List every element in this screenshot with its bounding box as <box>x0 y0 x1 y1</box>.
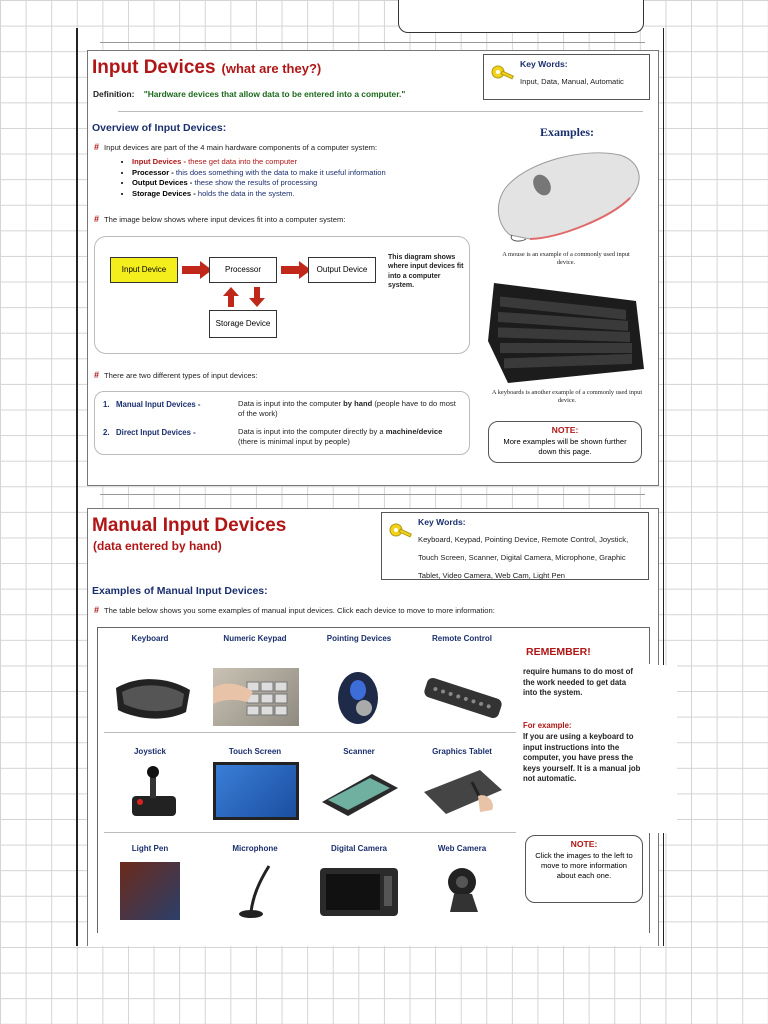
mouse-caption: A mouse is an example of a commonly used input device. <box>502 251 630 267</box>
numeric-keypad-thumb[interactable] <box>213 668 299 726</box>
examples-heading: Examples of Manual Input Devices: <box>92 585 268 597</box>
arrow-down-icon <box>249 287 265 307</box>
section-subtitle: (data entered by hand) <box>93 539 222 553</box>
note-text: Click the images to the left to move to more information about each one. <box>535 850 633 881</box>
divider <box>100 494 645 495</box>
device-label-digital-camera[interactable]: Digital Camera <box>330 844 388 853</box>
examples-heading: Examples: <box>540 125 594 139</box>
example-title: For example: <box>523 721 572 730</box>
divider <box>100 42 645 43</box>
note-box <box>488 421 642 463</box>
scanner-thumb[interactable] <box>316 762 402 820</box>
device-label-scanner[interactable]: Scanner <box>343 747 375 756</box>
device-label-joystick[interactable]: Joystick <box>133 747 167 756</box>
device-label-microphone[interactable]: Microphone <box>232 844 278 853</box>
list-item: • Processor - this does something with the data to make it useful information <box>132 168 386 179</box>
overview-heading: Overview of Input Devices: <box>92 122 227 134</box>
type-direct-desc: Data is input into the computer directly by a machine/device (there is minimal input by people) <box>238 427 443 447</box>
types-box <box>94 391 470 455</box>
table-intro: # The table below shows you some examples of manual input devices. Click each device to move to more information: <box>94 605 495 615</box>
keywords-title: Key Words: <box>418 517 466 527</box>
keywords-title: Key Words: <box>520 59 568 69</box>
device-label-keyboard[interactable]: Keyboard <box>131 634 169 643</box>
diagram-input-device: Input Device <box>110 257 178 283</box>
list-item: • Output Devices - these show the results of processing <box>132 178 386 189</box>
mouse-image <box>490 143 646 243</box>
keyboard-thumb[interactable] <box>110 668 196 726</box>
system-diagram <box>94 236 470 354</box>
top-tab <box>398 0 644 33</box>
keywords-text: Input, Data, Manual, Automatic <box>520 77 624 86</box>
left-border-line <box>76 28 78 946</box>
manual-devices-panel <box>87 508 659 946</box>
keywords-box <box>381 512 649 580</box>
light-pen-thumb[interactable] <box>120 862 180 920</box>
key-icon <box>490 63 516 87</box>
section-title: Manual Input Devices <box>92 515 287 536</box>
remote-control-thumb[interactable] <box>420 668 506 726</box>
arrow-up-icon <box>223 287 239 307</box>
microphone-thumb[interactable] <box>213 862 299 920</box>
definition: Definition: "Hardware devices that allow data to be entered into a computer." <box>93 89 406 99</box>
graphics-tablet-thumb[interactable] <box>420 762 506 820</box>
type-direct-name: 2. Direct Input Devices - <box>103 428 196 437</box>
overview-intro: # Input devices are part of the 4 main hardware components of a computer system: <box>94 142 378 152</box>
device-label-pointing-devices[interactable]: Pointing Devices <box>326 634 392 643</box>
keywords-text: Keyboard, Keypad, Pointing Device, Remote Control, Joystick, Touch Screen, Scanner, Digital Camera, Microphone, Graphic Tablet, Video Camera, Web Cam, Light Pen <box>418 535 629 580</box>
device-label-web-camera[interactable]: Web Camera <box>437 844 487 853</box>
touch-screen-thumb[interactable] <box>213 762 299 820</box>
remember-title: REMEMBER! <box>526 646 591 658</box>
note-text: More examples will be shown further down this page. <box>503 436 627 456</box>
type-manual-desc: Data is input into the computer by hand (people have to do most of the work) <box>238 399 456 419</box>
arrow-right-icon <box>182 261 212 279</box>
note-title: NOTE: <box>551 425 579 435</box>
list-item: • Storage Devices - holds the data in the system. <box>132 189 386 200</box>
keywords-box <box>483 54 650 100</box>
key-icon <box>388 521 414 545</box>
input-devices-panel <box>87 50 659 486</box>
components-list <box>118 157 386 200</box>
keyboard-caption: A keyboards is another example of a commonly used input device. <box>491 389 643 405</box>
arrow-right-icon <box>281 261 311 279</box>
diagram-storage-device: Storage Device <box>209 310 277 338</box>
device-label-light-pen[interactable]: Light Pen <box>131 844 169 853</box>
device-label-graphics-tablet[interactable]: Graphics Tablet <box>432 747 492 756</box>
type-manual-name: 1. Manual Input Devices - <box>103 400 201 409</box>
device-label-touch-screen[interactable]: Touch Screen <box>228 747 282 756</box>
web-camera-thumb[interactable] <box>420 862 506 920</box>
keyboard-image <box>486 281 646 385</box>
note-box <box>525 835 643 903</box>
note-title: NOTE: <box>570 839 598 849</box>
types-intro: # There are two different types of input devices: <box>94 370 258 380</box>
example-text: If you are using a keyboard to input instructions into the computer, you have press the keys yourself. It is a manual job not automatic. <box>523 732 641 784</box>
image-intro: # The image below shows where input devices fit into a computer system: <box>94 214 346 224</box>
section-title: Input Devices (what are they?) <box>92 57 322 78</box>
device-label-numeric-keypad[interactable]: Numeric Keypad <box>223 634 287 643</box>
digital-camera-thumb[interactable] <box>316 862 402 920</box>
diagram-output-device: Output Device <box>308 257 376 283</box>
device-label-remote-control[interactable]: Remote Control <box>432 634 492 643</box>
remember-text: require humans to do most of the work needed to get data into the system. <box>523 667 634 698</box>
diagram-caption: This diagram shows where input devices fit into a computer system. <box>388 254 464 290</box>
pointing-device-thumb[interactable] <box>316 668 402 726</box>
remember-panel <box>517 665 677 833</box>
list-item: • Input Devices - these get data into the computer <box>132 157 386 168</box>
diagram-processor: Processor <box>209 257 277 283</box>
joystick-thumb[interactable] <box>110 762 196 820</box>
